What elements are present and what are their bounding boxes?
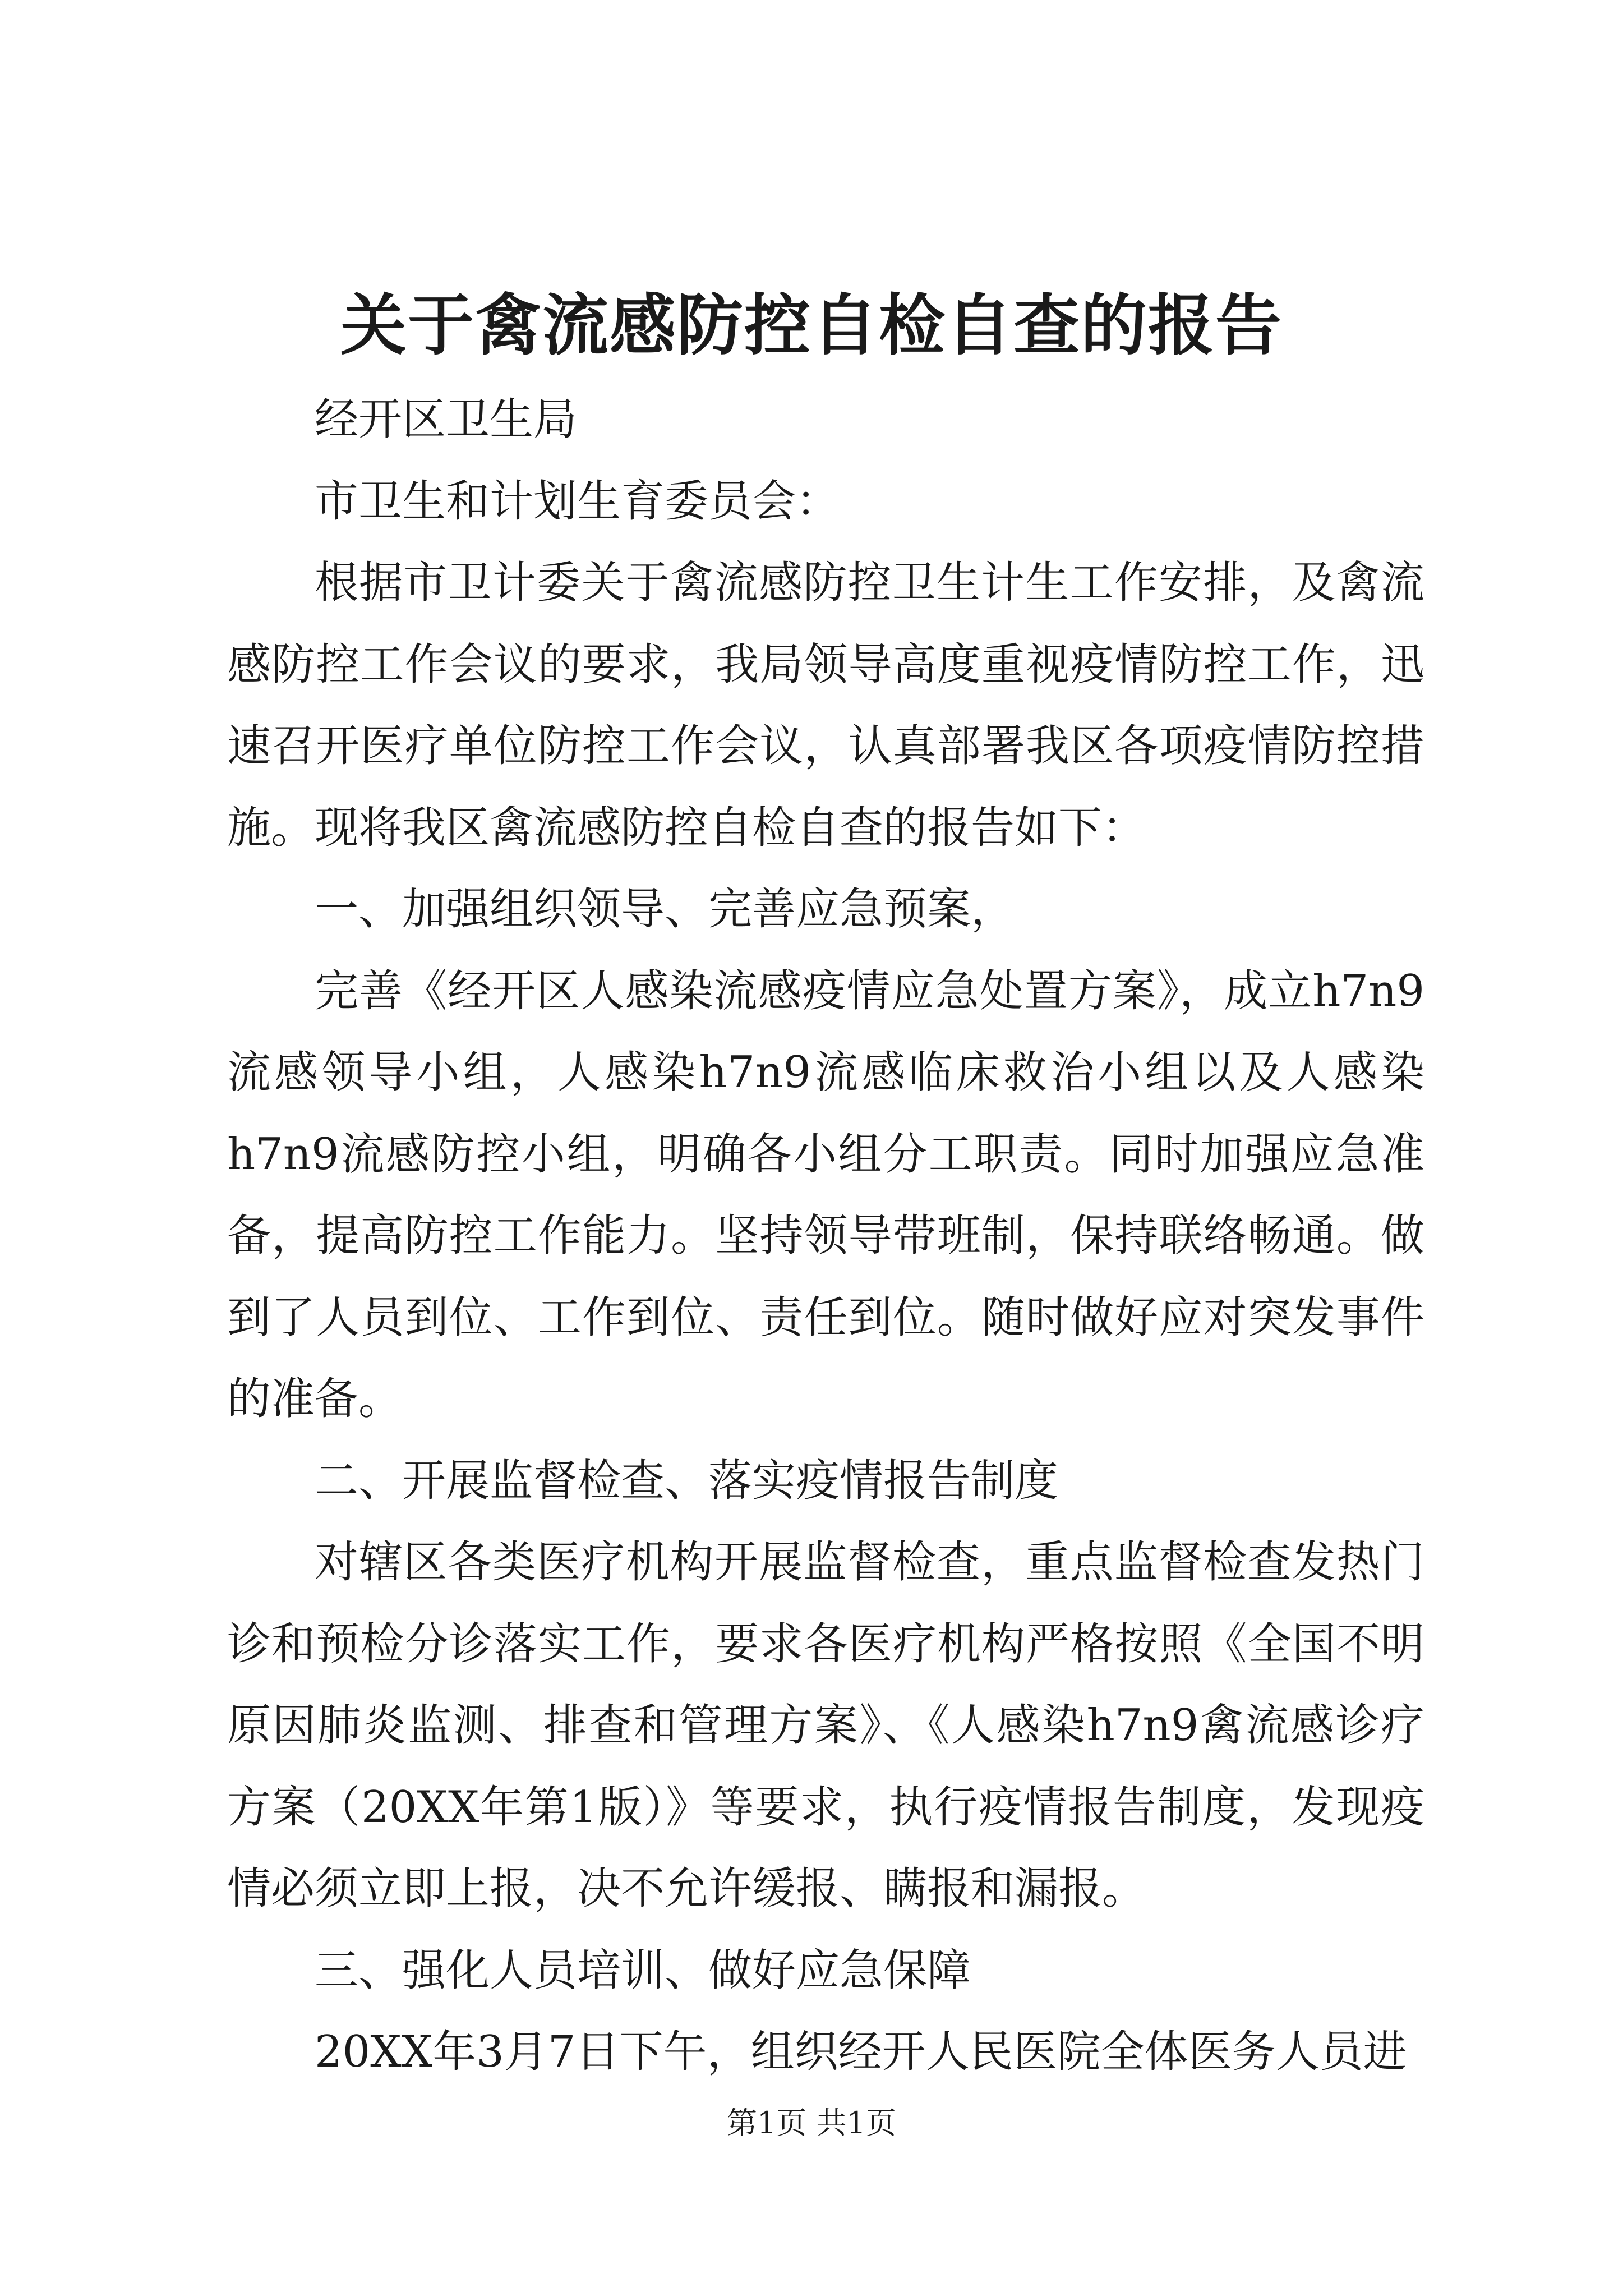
body-paragraph: 对辖区各类医疗机构开展监督检查，重点监督检查发热门诊和预检分诊落实工作，要求各医疗机构严格按照《全国不明原因肺炎监测、排查和管理方案》、《人感染h7n9禽流感诊疗方案（20XX年第1版）》等要求，执行疫情报告制度，发现疫情必须立即上报，决不允许缓报、瞒报和漏报。 xyxy=(227,1537,1424,1914)
body-paragraph: 完善《经开区人感染流感疫情应急处置方案》，成立h7n9流感领导小组，人感染h7n9流感临床救治小组以及人感染h7n9流感防控小组，明确各小组分工职责。同时加强应急准备，提高防控工作能力。坚持领导带班制，保持联络畅通。做到了人员到位、工作到位、责任到位。随时做好应对突发事件的准备。 xyxy=(227,965,1424,1424)
recipient-line: 市卫生和计划生育委员会： xyxy=(315,476,840,527)
document-body xyxy=(227,379,1424,2093)
section-heading: 一、加强组织领导、完善应急预案， xyxy=(315,884,1015,935)
section-heading: 三、强化人员培训、做好应急保障 xyxy=(315,1945,971,1996)
page-footer: 第1页 共1页 xyxy=(727,2105,896,2141)
section-heading: 二、开展监督检查、落实疫情报告制度 xyxy=(315,1455,1059,1506)
body-paragraph: 根据市卫计委关于禽流感防控卫生计生工作安排，及禽流感防控工作会议的要求，我局领导高度重视疫情防控工作，迅速召开医疗单位防控工作会议，认真部署我区各项疫情防控措施。现将我区禽流感防控自检自查的报告如下： xyxy=(227,558,1424,853)
body-paragraph: 20XX年3月7日下午，组织经开人民医院全体医务人员进 xyxy=(315,2027,1407,2077)
document-title: 关于禽流感防控自检自查的报告 xyxy=(340,286,1283,364)
author-line: 经开区卫生局 xyxy=(315,394,578,445)
